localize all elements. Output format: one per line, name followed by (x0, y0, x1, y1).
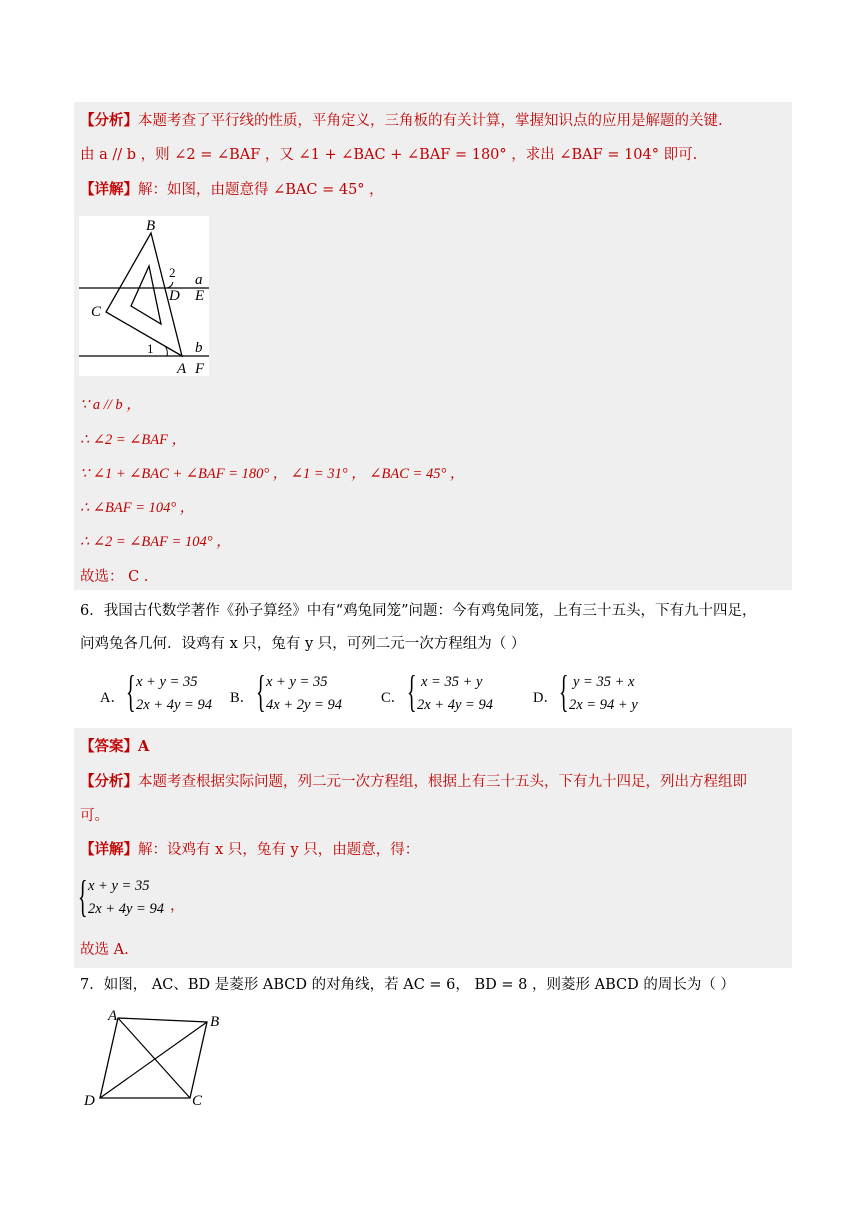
option-label: A． (100, 690, 125, 706)
detail-text: 解：设鸡有 x 只，兔有 y 只，由题意，得： (138, 842, 420, 858)
system-tail: ， (170, 898, 185, 914)
option-label: C． (381, 690, 406, 706)
option-eq1: x + y = 35 (266, 674, 328, 690)
q6-option-b[interactable]: B． { x + y = 35 4x + 2y = 94 (230, 667, 342, 716)
q6-detail-line (80, 840, 419, 860)
option-label: B． (230, 690, 255, 706)
q6-answer-line: 【答案】A (80, 738, 150, 755)
q5-step-2: ∴ ∠2 = ∠BAF ， (80, 432, 187, 448)
q5-step-3: ∵ ∠1 + ∠BAC + ∠BAF = 180° ， ∠1 = 31° ， ∠BAC = 45° ， (80, 466, 465, 482)
q5-step-5: ∴ ∠2 = ∠BAF = 104° ， (80, 534, 231, 550)
option-eq2: 2x + 4y = 94 (417, 697, 493, 713)
q5-step-1: ∵ a // b ， (80, 397, 141, 413)
detail-text: 解：如图，由题意得 ∠BAC = 45° ， (138, 182, 384, 198)
option-eq1: x + y = 35 (136, 674, 198, 690)
label-angle-2: 2 (169, 265, 176, 280)
label-C: C (192, 1093, 203, 1109)
q6-equation-system: { x + y = 35 2x + 4y = 94 ， (78, 872, 185, 921)
q6-stem-line1: 6．我国古代数学著作《孙子算经》中有“鸡兔同笼”问题：今有鸡兔同笼，上有三十五头，下有九十四足， (80, 603, 757, 619)
option-eq1: x = 35 + y (421, 674, 483, 690)
label-E: E (195, 288, 205, 304)
q5-answer: 故选： C . (80, 569, 149, 585)
q6-option-c[interactable]: C． { x = 35 + y 2x + 4y = 94 (381, 667, 493, 716)
label-B: B (210, 1014, 220, 1030)
label-angle-1: 1 (147, 341, 154, 356)
q6-conclusion: 故选 A. (80, 942, 129, 958)
label-D: D (169, 288, 180, 304)
q5-analysis-line2: 由 a // b ，则 ∠2 = ∠BAF ，又 ∠1 + ∠BAC + ∠BAF = 180° ，求出 ∠BAF = 104° 即可. (80, 147, 698, 163)
q5-step-4: ∴ ∠BAF = 104° ， (80, 500, 195, 516)
q6-option-d[interactable]: D． { y = 35 + x 2x = 94 + y (533, 667, 638, 716)
option-label: D． (533, 690, 558, 706)
system-eq1: x + y = 35 (88, 878, 150, 894)
label-b: b (195, 340, 203, 356)
option-eq2: 2x = 94 + y (569, 697, 638, 713)
label-F: F (195, 361, 205, 376)
q7-stem: 7．如图， AC、BD 是菱形 ABCD 的对角线，若 AC = 6， BD = 8 ，则菱形 ABCD 的周长为（ ） (80, 977, 735, 993)
label-A: A (177, 361, 187, 376)
analysis-text: 本题考查了平行线的性质，平角定义，三角板的有关计算，掌握知识点的应用是解题的关键. (138, 113, 723, 129)
diagonal-bd (100, 1022, 207, 1098)
system-eq2: 2x + 4y = 94 (88, 901, 164, 917)
diagonal-ac (118, 1018, 190, 1098)
option-eq2: 4x + 2y = 94 (266, 697, 342, 713)
analysis-tag: 【分析】 (80, 773, 138, 790)
detail-tag: 【详解】 (80, 841, 138, 858)
label-C: C (91, 304, 102, 320)
q6-analysis-line (80, 772, 747, 792)
analysis-tag: 【分析】 (80, 112, 138, 129)
option-eq1: y = 35 + x (573, 674, 635, 690)
analysis-text: 本题考查根据实际问题，列二元一次方程组，根据上有三十五头，下有九十四足，列出方程组即 (138, 774, 747, 790)
label-a: a (195, 272, 203, 288)
q7-rhombus-figure (80, 1005, 240, 1111)
label-B: B (146, 218, 156, 234)
q5-detail-line (80, 180, 384, 200)
q6-analysis-line2: 可。 (80, 808, 109, 824)
label-D: D (84, 1093, 95, 1109)
q5-triangle-figure (79, 216, 209, 376)
q5-analysis-line (80, 111, 723, 131)
label-A: A (108, 1008, 118, 1024)
option-eq2: 2x + 4y = 94 (136, 697, 212, 713)
q6-stem-line2: 问鸡兔各几何．设鸡有 x 只，兔有 y 只，可列二元一次方程组为（ ） (80, 636, 526, 652)
detail-tag: 【详解】 (80, 181, 138, 198)
q6-option-a[interactable]: A． { x + y = 35 2x + 4y = 94 (100, 667, 212, 716)
